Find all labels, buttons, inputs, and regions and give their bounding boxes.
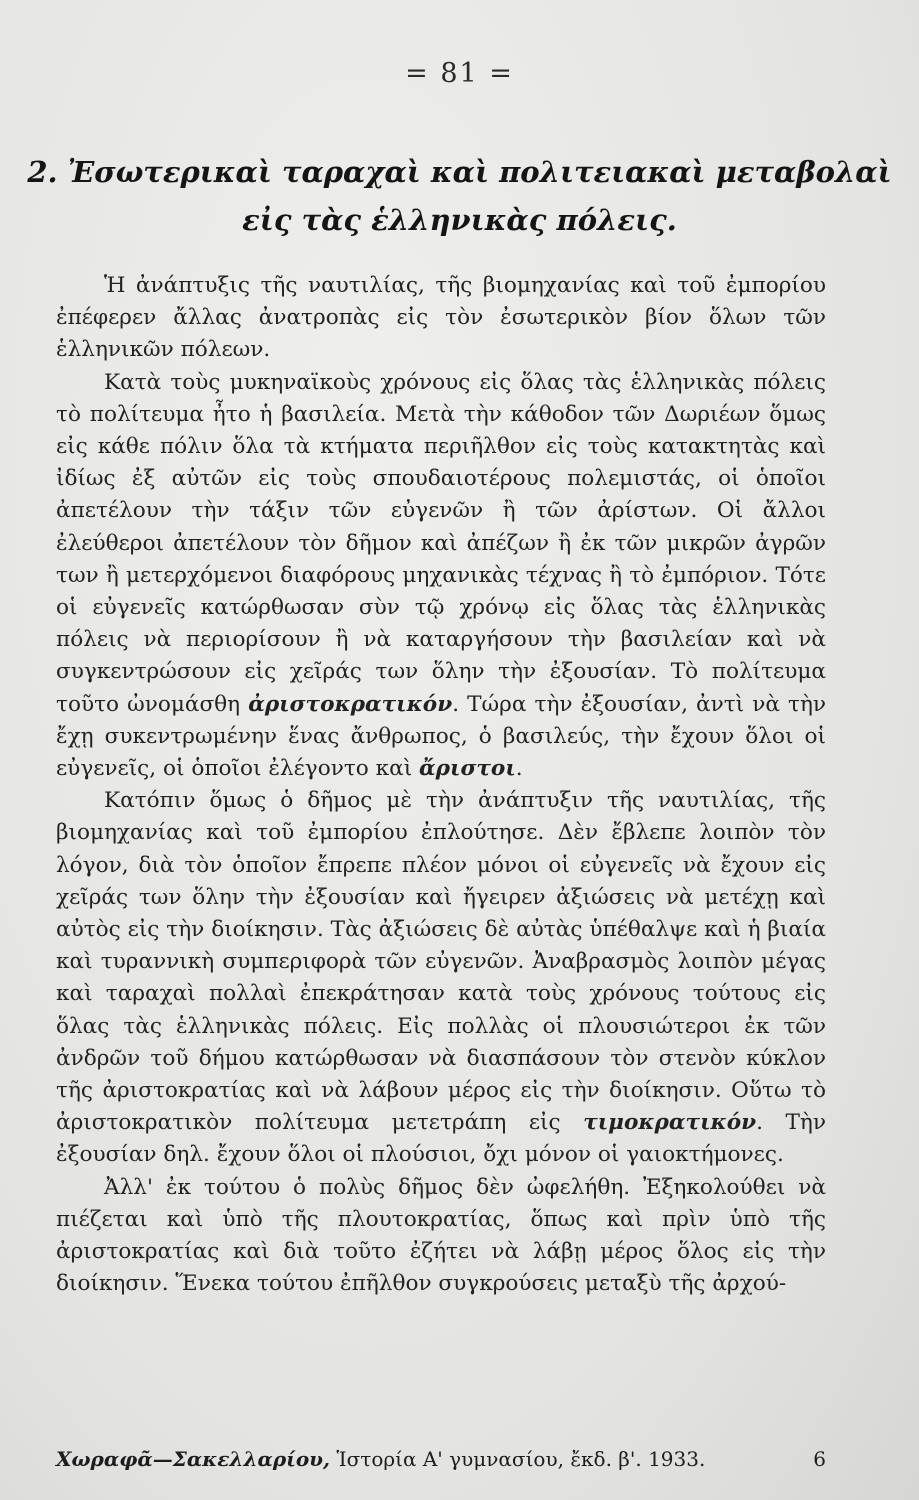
paragraph-text: . <box>515 756 523 782</box>
paragraph-text: Ἀλλ' ἐκ τούτου ὁ πολὺς δῆμος δὲν ὠφελήθη. Ἐξηκολούθει νὰ πιέζεται καὶ ὑπὸ τῆς πλουτοκρατίας, ὅπως καὶ πρὶν ὑπὸ τῆς ἀριστοκρατίας καὶ διὰ τοῦτο ἐζήτει νὰ λάβῃ μέρος ὅλος εἰς τὴν διοίκησιν. Ἕνεκα τούτου ἐπῆλθον συγκρούσεις μεταξὺ τῆς ἀρχού- <box>56 1174 826 1297</box>
paragraph-text: . Τὴν ἐξουσίαν δηλ. ἔχουν ὅλοι οἱ πλούσιοι, ὄχι μόνον οἱ γαιοκτήμονες. <box>56 1110 826 1168</box>
footer-book-title: Ἱστορία Α' γυμνασίου, ἔκδ. β'. 1933. <box>336 1447 706 1471</box>
emphasized-term: ἀριστοκρατικόν <box>248 691 453 717</box>
paragraph-text: Ἡ ἀνάπτυξις τῆς ναυτιλίας, τῆς βιομηχανίας καὶ τοῦ ἐμπορίου ἐπέφερεν ἄλλας ἀνατροπὰς εἰς τὸν ἐσωτερικὸν βίον ὅλων τῶν ἑλληνικῶν πόλεων. <box>56 273 826 363</box>
paragraph <box>56 270 826 367</box>
paragraph-text: . Τώρα τὴν ἐξουσίαν, ἀντὶ νὰ τὴν ἔχῃ συκεντρωμένην ἕνας ἄνθρωπος, ὁ βασιλεύς, τὴν ἔχουν ὅλοι οἱ εὐγενεῖς, οἱ ὁποῖοι ἐλέγοντο καὶ <box>56 691 827 782</box>
paragraph <box>56 1172 826 1301</box>
footer-citation <box>56 1447 705 1471</box>
paragraph <box>56 367 826 786</box>
emphasized-term: τιμοκρατικόν <box>583 1110 757 1136</box>
paragraph <box>56 785 826 1171</box>
footer-sheet-number: 6 <box>813 1447 826 1471</box>
paragraph-text: Κατόπιν ὅμως ὁ δῆμος μὲ τὴν ἀνάπτυξιν τῆς ναυτιλίας, τῆς βιομηχανίας καὶ τοῦ ἐμπορίου ἐπλούτησε. Δὲν ἔβλεπε λοιπὸν τὸν λόγον, διὰ τὸν ὁποῖον ἔπρεπε πλέον μόνοι οἱ εὐγενεῖς νὰ ἔχουν εἰς χεῖράς των ὅλην τὴν ἐξουσίαν καὶ ἤγειρεν ἀξιώσεις νὰ μετέχῃ καὶ αὐτὸς εἰς τὴν διοίκησιν. Τὰς ἀξιώσεις δὲ αὐτὰς ὑπέθαλψε καὶ ἡ βιαία καὶ τυραννικὴ συμπεριφορὰ τῶν εὐγενῶν. Ἀναβρασμὸς λοιπὸν μέγας καὶ ταραχαὶ πολλαὶ ἐπεκράτησαν κατὰ τοὺς χρόνους τούτους εἰς ὅλας τὰς ἑλληνικὰς πόλεις. Εἰς πολλὰς οἱ πλουσιώτεροι ἐκ τῶν ἀνδρῶν τοῦ δήμου κατώρθωσαν νὰ διασπάσουν τὸν στενὸν κύκλον τῆς ἀριστοκρατίας καὶ νὰ λάβουν μέρος εἰς τὴν διοίκησιν. Οὕτω τὸ ἀριστοκρατικὸν πολίτευμα μετετράπη εἰς <box>56 788 826 1136</box>
section-heading <box>0 148 919 244</box>
body-text <box>56 270 826 1301</box>
section-heading-line-2: εἰς τὰς ἑλληνικὰς πόλεις. <box>242 203 677 237</box>
page-number: = 81 = <box>405 58 514 89</box>
emphasized-term: ἄριστοι <box>419 756 516 782</box>
section-heading-line-1: 2. Ἐσωτερικαὶ ταραχαὶ καὶ πολιτειακαὶ μεταβολαὶ <box>27 155 892 189</box>
footer-authors: Χωραφᾶ—Σακελλαρίου, <box>56 1447 331 1471</box>
page-footer <box>56 1447 826 1471</box>
paragraph-text: Κατὰ τοὺς μυκηναϊκοὺς χρόνους εἰς ὅλας τὰς ἑλληνικὰς πόλεις τὸ πολίτευμα ἦτο ἡ βασιλεία. Μετὰ τὴν κάθοδον τῶν Δωριέων ὅμως εἰς κάθε πόλιν ὅλα τὰ κτήματα περιῆλθον εἰς τοὺς κατακτητὰς καὶ ἰδίως ἐξ αὐτῶν εἰς τοὺς σπουδαιοτέρους πολεμιστάς, οἱ ὁποῖοι ἀπετέλουν τὴν τάξιν τῶν εὐγενῶν ἢ τῶν ἀρίστων. Οἱ ἄλλοι ἐλεύθεροι ἀπετέλουν τὸν δῆμον καὶ ἀπέζων ἢ ἐκ τῶν μικρῶν ἀγρῶν των ἢ μετερχόμενοι διαφόρους μηχανικὰς τέχνας ἢ τὸ ἐμπόριον. Τότε οἱ εὐγενεῖς κατώρθωσαν σὺν τῷ χρόνῳ εἰς ὅλας τὰς ἑλληνικὰς πόλεις νὰ περιορίσουν ἢ νὰ καταργήσουν τὴν βασιλείαν καὶ νὰ συγκεντρώσουν εἰς χεῖράς των ὅλην τὴν ἐξουσίαν. Τὸ πολίτευμα τοῦτο ὠνομάσθη <box>56 369 826 717</box>
